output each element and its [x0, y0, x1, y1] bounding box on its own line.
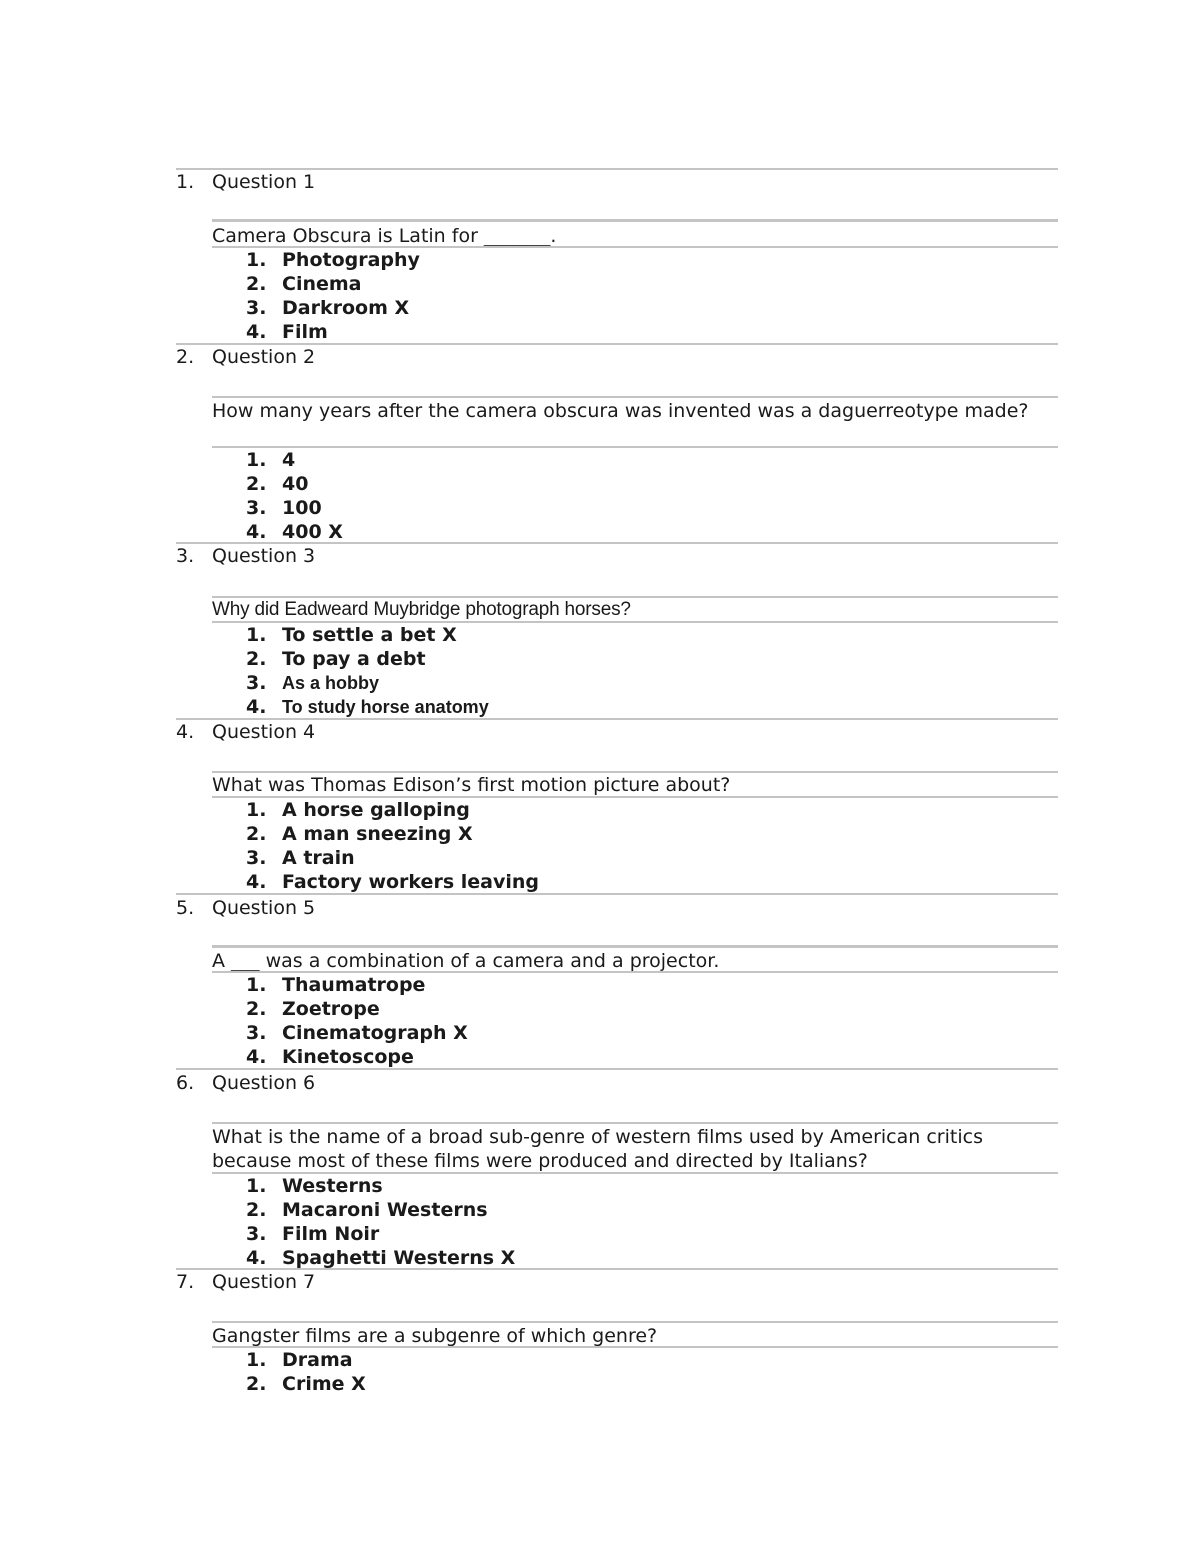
answer-option[interactable]	[246, 695, 489, 719]
answer-option-number: 1.	[246, 449, 267, 471]
question-text: What was Thomas Edison’s first motion picture about?	[212, 774, 731, 796]
answer-option-number: 3.	[246, 497, 267, 519]
answer-option-text: Westerns	[282, 1175, 383, 1197]
question-number: 5.	[176, 897, 195, 919]
answer-option-text: 400 X	[282, 521, 343, 543]
answer-option[interactable]	[246, 997, 468, 1021]
answer-option-text: A train	[282, 847, 355, 869]
answer-option-text: Film	[282, 321, 328, 343]
question-title: Question 2	[212, 346, 316, 368]
answer-option-number: 3.	[246, 1022, 267, 1044]
answer-option[interactable]	[246, 1348, 366, 1372]
question-divider	[176, 1068, 1058, 1070]
answer-options	[246, 248, 420, 344]
answer-option-number: 2.	[246, 1373, 267, 1395]
question-text: Camera Obscura is Latin for _______.	[212, 225, 557, 247]
answer-options	[246, 448, 343, 544]
question-title: Question 6	[212, 1072, 316, 1094]
answer-option-text: 4	[282, 449, 296, 471]
answer-option[interactable]	[246, 1021, 468, 1045]
answer-option-text: Zoetrope	[282, 998, 380, 1020]
answer-option[interactable]	[246, 1045, 468, 1069]
answer-option-text: To study horse anatomy	[282, 697, 489, 717]
answer-option[interactable]	[246, 822, 539, 846]
answer-option[interactable]	[246, 1246, 515, 1270]
answer-option-text: 100	[282, 497, 322, 519]
answer-option[interactable]	[246, 472, 343, 496]
question-text-rule	[212, 945, 1058, 948]
question-number: 7.	[176, 1271, 195, 1293]
question-text: What is the name of a broad sub-genre of western films used by American critics because most of these films were produced and directed by Italians?	[212, 1126, 983, 1172]
answer-option[interactable]	[246, 647, 489, 671]
question-title: Question 7	[212, 1271, 316, 1293]
question-text: How many years after the camera obscura was invented was a daguerreotype made?	[212, 400, 1029, 422]
answer-option[interactable]	[246, 623, 489, 647]
answer-options	[246, 798, 539, 894]
question-title: Question 4	[212, 721, 316, 743]
answer-options	[246, 1348, 366, 1396]
answer-options	[246, 973, 468, 1069]
answer-option-text: Darkroom X	[282, 297, 410, 319]
answer-options	[246, 623, 489, 719]
answer-option[interactable]	[246, 496, 343, 520]
answer-option[interactable]	[246, 1174, 515, 1198]
question-text-rule	[212, 1321, 1058, 1323]
answer-options	[246, 1174, 515, 1270]
question-number: 2.	[176, 346, 195, 368]
answer-option-text: Cinematograph X	[282, 1022, 468, 1044]
question-number: 3.	[176, 545, 195, 567]
answer-option-number: 3.	[246, 672, 267, 694]
answer-option-number: 2.	[246, 648, 267, 670]
answer-option-number: 1.	[246, 1349, 267, 1371]
question-text-rule	[212, 219, 1058, 222]
answer-option[interactable]	[246, 1198, 515, 1222]
answer-option[interactable]	[246, 671, 489, 695]
answer-option-number: 2.	[246, 273, 267, 295]
answer-option-number: 3.	[246, 1223, 267, 1245]
answer-option-number: 4.	[246, 1046, 267, 1068]
answer-option-text: Thaumatrope	[282, 974, 426, 996]
answer-option[interactable]	[246, 846, 539, 870]
answer-option-number: 3.	[246, 297, 267, 319]
answer-option[interactable]	[246, 448, 343, 472]
answer-option-text: Cinema	[282, 273, 362, 295]
answer-option-number: 3.	[246, 847, 267, 869]
question-text-rule	[212, 1122, 1058, 1124]
answer-option-number: 4.	[246, 1247, 267, 1269]
question-title: Question 3	[212, 545, 316, 567]
answer-option[interactable]	[246, 520, 343, 544]
answer-option-text: As a hobby	[282, 673, 380, 693]
answer-option[interactable]	[246, 973, 468, 997]
answer-option-number: 1.	[246, 799, 267, 821]
answer-option-text: Spaghetti Westerns X	[282, 1247, 516, 1269]
question-text: Gangster films are a subgenre of which genre?	[212, 1325, 658, 1347]
answer-option-text: 40	[282, 473, 309, 495]
answer-option-text: Drama	[282, 1349, 353, 1371]
question-text: Why did Eadweard Muybridge photograph horses?	[212, 599, 631, 620]
answer-option-number: 1.	[246, 624, 267, 646]
answer-option-number: 2.	[246, 823, 267, 845]
answer-option-text: Kinetoscope	[282, 1046, 414, 1068]
answer-option-text: Crime X	[282, 1373, 366, 1395]
answer-option-number: 4.	[246, 521, 267, 543]
answer-option-number: 1.	[246, 249, 267, 271]
question-number: 1.	[176, 171, 195, 193]
answer-option[interactable]	[246, 870, 539, 894]
answer-option-number: 4.	[246, 696, 267, 718]
answer-option-text: To settle a bet X	[282, 624, 457, 646]
answer-option[interactable]	[246, 798, 539, 822]
question-text-rule	[212, 396, 1058, 398]
answer-option-number: 2.	[246, 473, 267, 495]
question-title: Question 5	[212, 897, 316, 919]
answer-option-number: 4.	[246, 321, 267, 343]
question-number: 4.	[176, 721, 195, 743]
question-title: Question 1	[212, 171, 316, 193]
answer-option-text: To pay a debt	[282, 648, 426, 670]
answer-option-number: 1.	[246, 1175, 267, 1197]
question-number: 6.	[176, 1072, 195, 1094]
answer-option-number: 2.	[246, 998, 267, 1020]
answer-option[interactable]	[246, 296, 420, 320]
answer-option-text: A horse galloping	[282, 799, 470, 821]
answer-option[interactable]	[246, 248, 420, 272]
answer-option[interactable]	[246, 320, 420, 344]
answer-option-number: 2.	[246, 1199, 267, 1221]
answer-option[interactable]	[246, 1372, 366, 1396]
answer-option-text: Factory workers leaving	[282, 871, 539, 893]
answer-option-text: A man sneezing X	[282, 823, 473, 845]
answer-option-text: Photography	[282, 249, 420, 271]
answer-option-number: 4.	[246, 871, 267, 893]
answer-option[interactable]	[246, 272, 420, 296]
question-divider	[176, 893, 1058, 895]
question-text: A ___ was a combination of a camera and a projector.	[212, 950, 720, 972]
answer-option-text: Macaroni Westerns	[282, 1199, 488, 1221]
answer-option-number: 1.	[246, 974, 267, 996]
answer-option[interactable]	[246, 1222, 515, 1246]
answer-option-text: Film Noir	[282, 1223, 380, 1245]
